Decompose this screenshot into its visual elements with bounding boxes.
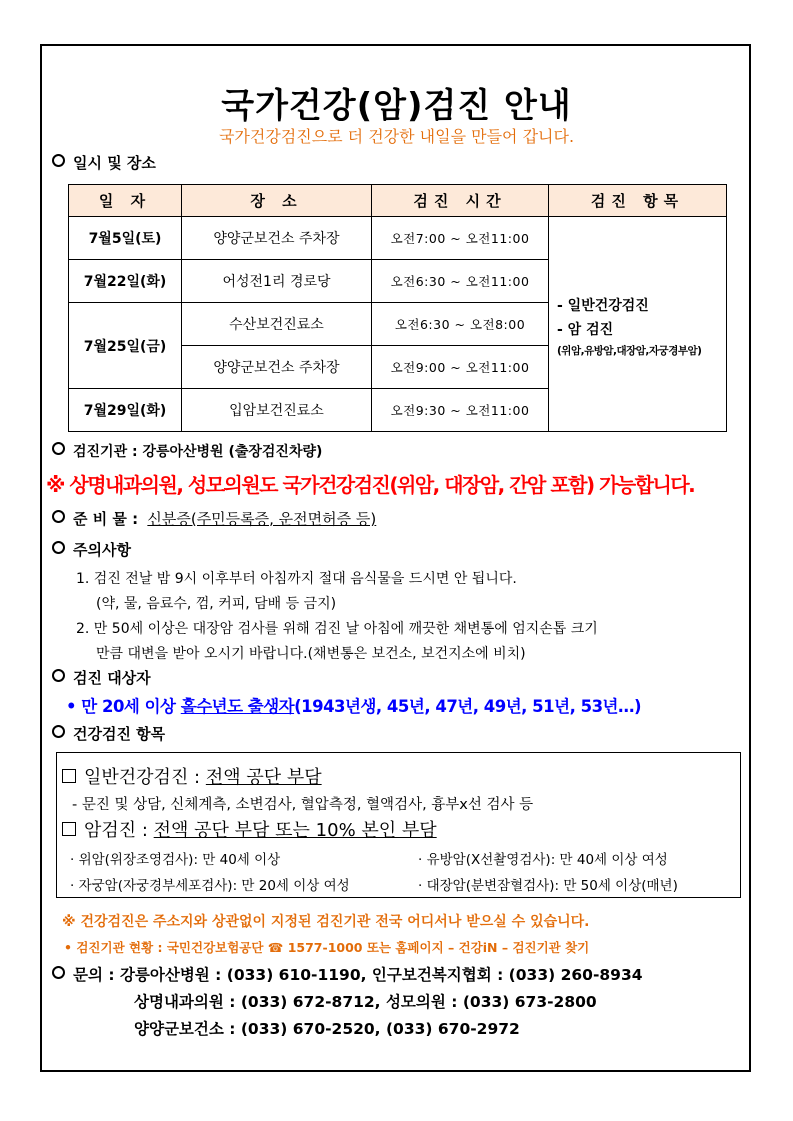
time-cell: 오전7:00 ~ 오전11:00 <box>372 217 549 260</box>
caution-line-2: 2. 만 50세 이상은 대장암 검사를 위해 검진 날 아침에 깨끗한 채변통에 엄지손톱 크기 <box>76 621 598 637</box>
col-header-time: 검진 시간 <box>372 185 549 217</box>
date-cell: 7월5일(토) <box>69 217 182 260</box>
contact-line-1: 문의 : 강릉아산병원 : (033) 610-1190, 인구보건복지협회 : (033) 260-8934 <box>52 963 643 985</box>
schedule-heading: 일시 및 장소 <box>52 152 156 173</box>
prep-value: 신분증(주민등록증, 운전면허증 등) <box>147 510 377 528</box>
circle-bullet-icon <box>52 541 65 554</box>
circle-bullet-icon <box>52 154 65 167</box>
col-header-place: 장 소 <box>182 185 372 217</box>
cancer-item-stomach: · 위암(위장조영검사): 만 40세 이상 <box>70 852 281 868</box>
date-cell: 7월29일(화) <box>69 389 182 432</box>
prep-line: 준 비 물 : 신분증(주민등록증, 운전면허증 등) <box>52 508 376 529</box>
item-cancer: - 암 검진 <box>557 321 614 338</box>
caution-line-2b: 만큼 대변을 받아 오시기 바랍니다.(채변통은 보건소, 보건지소에 비치) <box>96 646 526 662</box>
place-cell: 수산보건진료소 <box>182 303 372 346</box>
circle-bullet-icon <box>52 442 65 455</box>
contact-line-2: 상명내과의원 : (033) 672-8712, 성모의원 : (033) 673-2800 <box>134 993 597 1011</box>
place-cell: 어성전1리 경로당 <box>182 260 372 303</box>
target-underlined: 홀수년도 출생자 <box>180 697 295 716</box>
cancer-item-breast: · 유방암(X선촬영검사): 만 40세 이상 여성 <box>418 852 668 868</box>
institution-line: 검진기관 : 강릉아산병원 (출장검진차량) <box>52 441 322 461</box>
time-cell: 오전6:30 ~ 오전11:00 <box>372 260 549 303</box>
contact-line-3: 양양군보건소 : (033) 670-2520, (033) 670-2972 <box>134 1020 520 1038</box>
time-cell: 오전9:00 ~ 오전11:00 <box>372 346 549 389</box>
place-cell: 양양군보건소 주차장 <box>182 346 372 389</box>
date-cell: 7월22일(화) <box>69 260 182 303</box>
circle-bullet-icon <box>52 669 65 682</box>
cancer-item-colon: · 대장암(분변잠혈검사): 만 50세 이상(매년) <box>418 878 678 894</box>
page-subtitle: 국가건강검진으로 더 건강한 내일을 만들어 갑니다. <box>218 127 575 146</box>
checkbox-icon <box>62 769 76 783</box>
item-cancer-detail: (위암,유방암,대장암,자궁경부암) <box>557 344 702 357</box>
cancer-exam-title: 암검진 : 전액 공단 부담 또는 10% 본인 부담 <box>62 816 437 842</box>
general-exam-detail: - 문진 및 상담, 신체계측, 소변검사, 혈압측정, 혈액검사, 흉부x선 검사 등 <box>72 797 534 813</box>
time-cell: 오전6:30 ~ 오전8:00 <box>372 303 549 346</box>
table-row <box>69 217 727 260</box>
circle-bullet-icon <box>52 966 65 979</box>
date-cell: 7월25일(금) <box>69 303 182 389</box>
checkbox-icon <box>62 822 76 836</box>
caution-line-1: 1. 검진 전날 밤 9시 이후부터 아침까지 절대 음식물을 드시면 안 됩니다. <box>76 571 517 587</box>
caution-line-1b: (약, 물, 음료수, 껌, 커피, 담배 등 금지) <box>96 596 337 612</box>
table-header-row <box>69 185 727 217</box>
col-header-items: 검진 항목 <box>549 185 727 217</box>
note-institution-search: • 검진기관 현황 : 국민건강보험공단 ☎ 1577-1000 또는 홈페이지 – 건강iN – 검진기관 찾기 <box>64 940 590 955</box>
schedule-table <box>68 184 727 432</box>
target-line: • 만 20세 이상 홀수년도 출생자(1943년생, 45년, 47년, 49년, 51년, 53년…) <box>66 697 642 716</box>
place-cell: 양양군보건소 주차장 <box>182 217 372 260</box>
circle-bullet-icon <box>52 510 65 523</box>
notice-line: ※ 상명내과의원, 성모의원도 국가건강검진(위암, 대장암, 간암 포함) 가능합니다. <box>46 473 695 497</box>
general-exam-title: 일반건강검진 : 전액 공단 부담 <box>62 763 322 789</box>
place-cell: 입암보건진료소 <box>182 389 372 432</box>
item-general: - 일반건강검진 <box>557 297 649 314</box>
caution-heading: 주의사항 <box>52 539 131 560</box>
exam-items-cell <box>549 217 727 432</box>
time-cell: 오전9:30 ~ 오전11:00 <box>372 389 549 432</box>
cancer-item-cervical: · 자궁암(자궁경부세포검사): 만 20세 이상 여성 <box>70 878 350 894</box>
circle-bullet-icon <box>52 725 65 738</box>
page-title: 국가건강(암)검진 안내 <box>221 86 572 126</box>
target-heading: 검진 대상자 <box>52 667 151 688</box>
note-nationwide: ※ 건강검진은 주소지와 상관없이 지정된 검진기관 전국 어디서나 받으실 수 있습니다. <box>62 914 590 930</box>
col-header-date: 일 자 <box>69 185 182 217</box>
exam-heading: 건강검진 항목 <box>52 723 165 744</box>
